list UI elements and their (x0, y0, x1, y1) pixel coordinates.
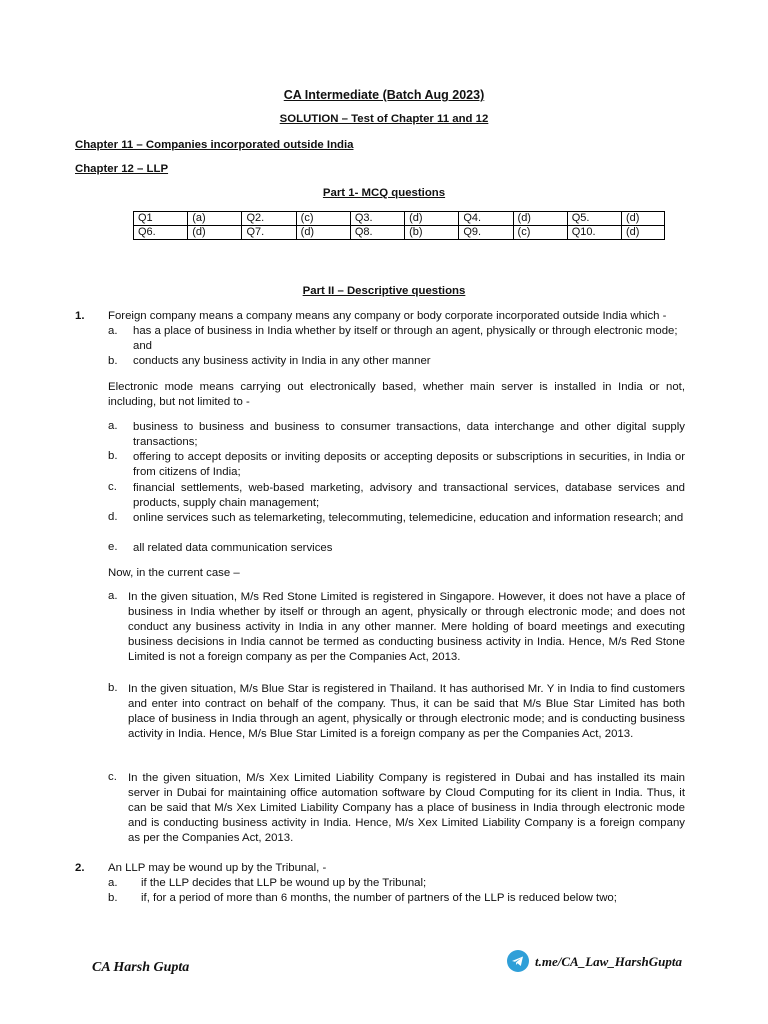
q1-item-a-line1: has a place of business in India whether by itself or through an agent, physically or through electronic mode; (133, 325, 678, 337)
electronic-mode-para: Electronic mode means carrying out electronically based, whether main server is installed in India or not, including, but not limited to - (108, 381, 685, 408)
case-text: In the given situation, M/s Red Stone Limited is registered in Singapore. However, it does not have a place of business in India whether by itself or through an agent, physically or through electronic mode; and does not conduct any business activity in India in any other manner. Mere holding of board meetings and executing business decisions in India cannot be termed as conducting business activity in India. Hence, M/s Red Stone Limited is not a foreign company as per the Companies Act, 2013. (128, 591, 685, 663)
table-cell: Q9. (459, 226, 513, 240)
telegram-icon[interactable] (507, 950, 529, 972)
table-cell: (b) (405, 226, 459, 240)
q1-item-b: conducts any business activity in India in any other manner (133, 355, 431, 367)
mcq-answer-table (133, 211, 665, 240)
table-cell: Q4. (459, 212, 513, 226)
list-label: c. (108, 481, 117, 493)
table-cell: (c) (513, 226, 567, 240)
list-text: if, for a period of more than 6 months, the number of partners of the LLP is reduced below two; (141, 892, 617, 904)
chapter-12-heading: Chapter 12 – LLP (75, 163, 169, 175)
table-cell: (d) (188, 226, 242, 240)
question-number: 2. (75, 862, 85, 874)
case-text: In the given situation, M/s Blue Star is registered in Thailand. It has authorised Mr. Y in India to find customers and enter into contract on behalf of the company. Thus, it can be said that M/s Blue Star Limited has both place of business in India through an agent, physically or through electronic mode; and is conducting business activity in India. Hence, M/s Blue Star Limited is a foreign company as per the Companies Act, 2013. (128, 683, 685, 740)
list-text: online services such as telemarketing, telecommuting, telemedicine, education and information research; and (133, 512, 684, 524)
electronic-mode-list (108, 420, 688, 556)
q1-item-a-line2: and (133, 340, 153, 352)
table-cell: (d) (405, 212, 459, 226)
list-label: d. (108, 511, 118, 523)
table-row (134, 212, 665, 226)
list-text: financial settlements, web-based marketing, advisory and transactional services, database services and products, supply chain management; (133, 482, 685, 509)
table-cell: Q1 (134, 212, 188, 226)
author-signature: CA Harsh Gupta (92, 960, 190, 975)
chapter-11-heading: Chapter 11 – Companies incorporated outside India (75, 139, 354, 151)
table-row (134, 226, 665, 240)
list-label: b. (108, 682, 118, 694)
current-case-intro: Now, in the current case – (108, 567, 240, 579)
list-label: a. (108, 590, 118, 602)
list-label: a. (108, 877, 118, 889)
table-cell: Q3. (350, 212, 404, 226)
list-text: business to business and business to consumer transactions, data interchange and other digital supply transactions; (133, 421, 685, 448)
part2-heading: Part II – Descriptive questions (302, 285, 466, 297)
list-text: offering to accept deposits or inviting deposits or accepting deposits or subscriptions in securities, in India or from citizens of India; (133, 451, 685, 478)
table-cell: (d) (621, 226, 664, 240)
list-label: b. (108, 355, 118, 367)
table-cell: (d) (296, 226, 350, 240)
q2-intro: An LLP may be wound up by the Tribunal, - (108, 862, 327, 874)
table-cell: Q5. (567, 212, 621, 226)
table-cell: Q7. (242, 226, 296, 240)
list-item (108, 511, 688, 541)
table-cell: Q2. (242, 212, 296, 226)
table-cell: (c) (296, 212, 350, 226)
list-item (108, 541, 688, 556)
list-label: c. (108, 771, 117, 783)
list-text: if the LLP decides that LLP be wound up by the Tribunal; (141, 877, 427, 889)
telegram-link[interactable]: t.me/CA_Law_HarshGupta (535, 954, 682, 969)
table-cell: Q6. (134, 226, 188, 240)
list-item (108, 481, 688, 511)
table-cell: (a) (188, 212, 242, 226)
table-cell: (d) (513, 212, 567, 226)
list-item (108, 450, 688, 481)
q1-intro: Foreign company means a company means any company or body corporate incorporated outside India which - (108, 310, 667, 322)
table-cell: (d) (621, 212, 664, 226)
list-label: a. (108, 420, 118, 432)
list-label: a. (108, 325, 118, 337)
list-label: b. (108, 892, 118, 904)
list-label: b. (108, 450, 118, 462)
question-number: 1. (75, 310, 85, 322)
list-label: e. (108, 541, 118, 553)
list-item (108, 420, 688, 450)
list-text: all related data communication services (133, 542, 333, 554)
table-cell: Q8. (350, 226, 404, 240)
case-text: In the given situation, M/s Xex Limited Liability Company is registered in Dubai and has installed its main server in Dubai for maintaining office automation software by Cloud Computing for its client in India. Thus, it can be said that M/s Xex Limited Liability Company has a place of business in India through electronic mode and is conducting business activity in India. Hence, M/s Xex Limited Liability Company is a foreign company as per the Companies Act, 2013. (128, 772, 685, 844)
table-cell: Q10. (567, 226, 621, 240)
document-subtitle: SOLUTION – Test of Chapter 11 and 12 (279, 113, 489, 125)
document-title: CA Intermediate (Batch Aug 2023) (283, 88, 485, 102)
part1-heading: Part 1- MCQ questions (322, 187, 446, 199)
